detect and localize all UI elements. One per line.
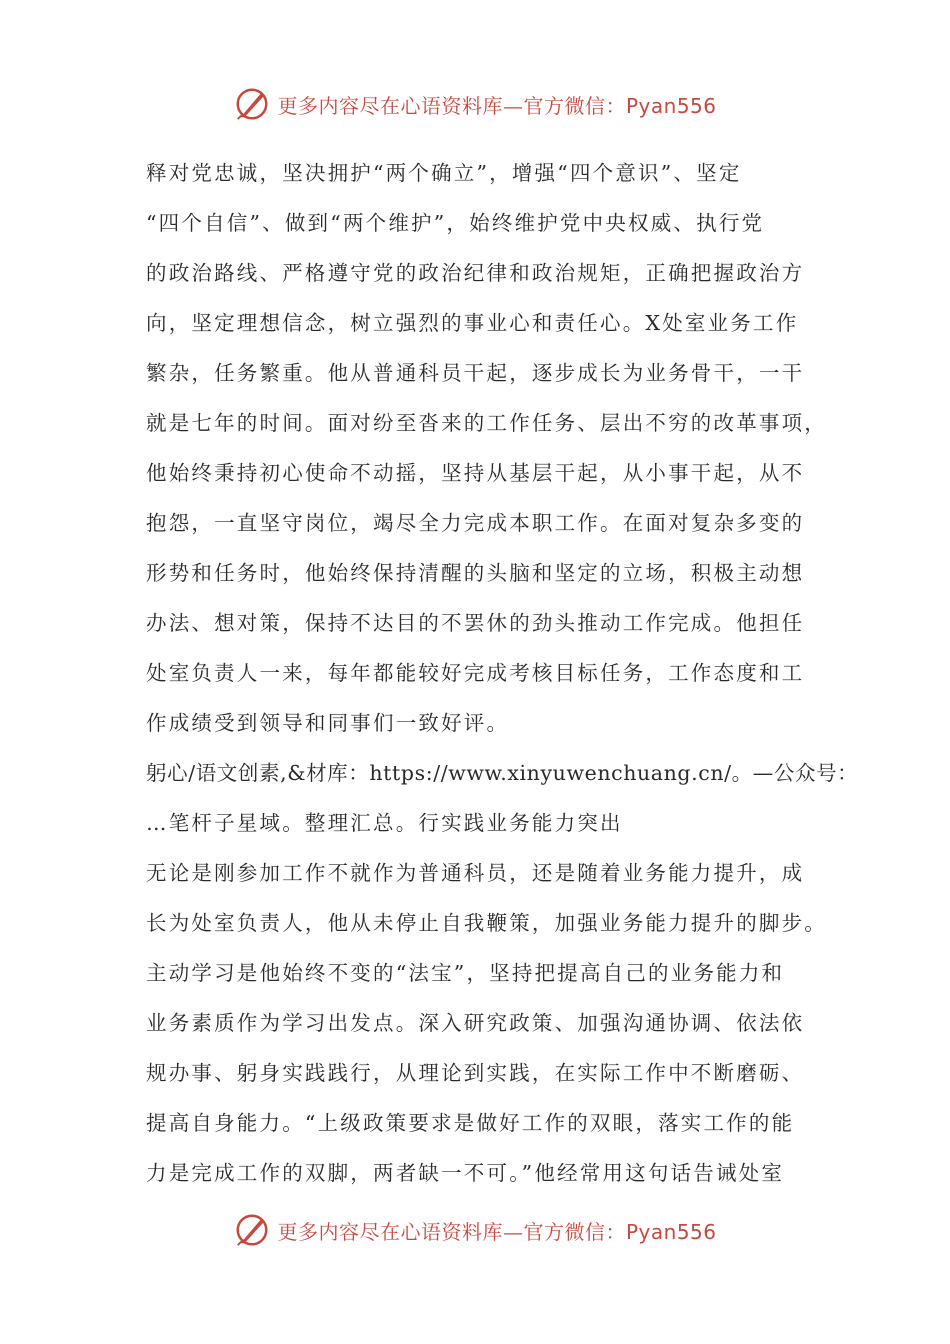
banner-slogan (277, 90, 716, 119)
text-line: 就是七年的时间。面对纷至沓来的工作任务、层出不穷的改革事项， (146, 411, 827, 435)
banner-text: 更多内容尽在心语资料库—官方微信： (277, 1219, 626, 1244)
banner-wechat-handle: Pyan556 (625, 93, 717, 118)
text-line: 办法、想对策，保持不达目的不罢休的劲头推动工作完成。他担任 (146, 611, 805, 635)
text-line: 他始终秉持初心使命不动摇，坚持从基层干起，从小事干起，从不 (146, 461, 805, 485)
header-banner (0, 82, 950, 126)
text-line: 抱怨，一直坚守岗位，竭尽全力完成本职工作。在面对复杂多变的 (146, 511, 805, 535)
text-line: 力是完成工作的双脚，两者缺一不可。”他经常用这句话告诫处室 (146, 1161, 785, 1185)
text-line: 主动学习是他始终不变的“法宝”，坚持把提高自己的业务能力和 (146, 961, 785, 985)
text-line: 的政治路线、严格遵守党的政治纪律和政治规矩，正确把握政治方 (146, 261, 805, 285)
text-line: 处室负责人一来，每年都能较好完成考核目标任务，工作态度和工 (146, 661, 805, 685)
text-line: 作成绩受到领导和同事们一致好评。 (146, 711, 510, 735)
text-line: 规办事、躬身实践践行，从理论到实践，在实际工作中不断磨砺、 (146, 1061, 805, 1085)
banner-wechat-handle: Pyan556 (625, 1219, 717, 1244)
quill-logo-icon (233, 85, 271, 123)
quill-logo-icon (233, 1211, 271, 1249)
text-line: 无论是刚参加工作不就作为普通科员，还是随着业务能力提升，成 (146, 861, 805, 885)
banner-text: 更多内容尽在心语资料库—官方微信： (277, 93, 626, 118)
footer-banner (0, 1208, 950, 1252)
text-line: 形势和任务时，他始终保持清醒的头脑和坚定的立场，积极主动想 (146, 561, 805, 585)
text-line: 提高自身能力。“上级政策要求是做好工作的双眼，落实工作的能 (146, 1111, 795, 1135)
text-line: “四个自信”、做到“两个维护”，始终维护党中央权威、执行党 (146, 211, 765, 235)
banner-slogan (277, 1216, 716, 1245)
text-line: 业务素质作为学习出发点。深入研究政策、加强沟通协调、依法依 (146, 1011, 805, 1035)
source-note-line: 躬心/语文创素,&材库：https://www.xinyuwenchuang.cn/。—公众号： (146, 761, 859, 785)
text-line: 向，坚定理想信念，树立强烈的事业心和责任心。X处室业务工作 (146, 311, 799, 335)
document-body (146, 148, 859, 1198)
text-line: 释对党忠诚，坚决拥护“两个确立”，增强“四个意识”、坚定 (146, 161, 742, 185)
text-line: 繁杂，任务繁重。他从普通科员干起，逐步成长为业务骨干，一干 (146, 361, 805, 385)
text-line: 长为处室负责人，他从未停止自我鞭策，加强业务能力提升的脚步。 (146, 911, 827, 935)
text-line: …笔杆子星域。整理汇总。行实践业务能力突出 (146, 811, 623, 835)
